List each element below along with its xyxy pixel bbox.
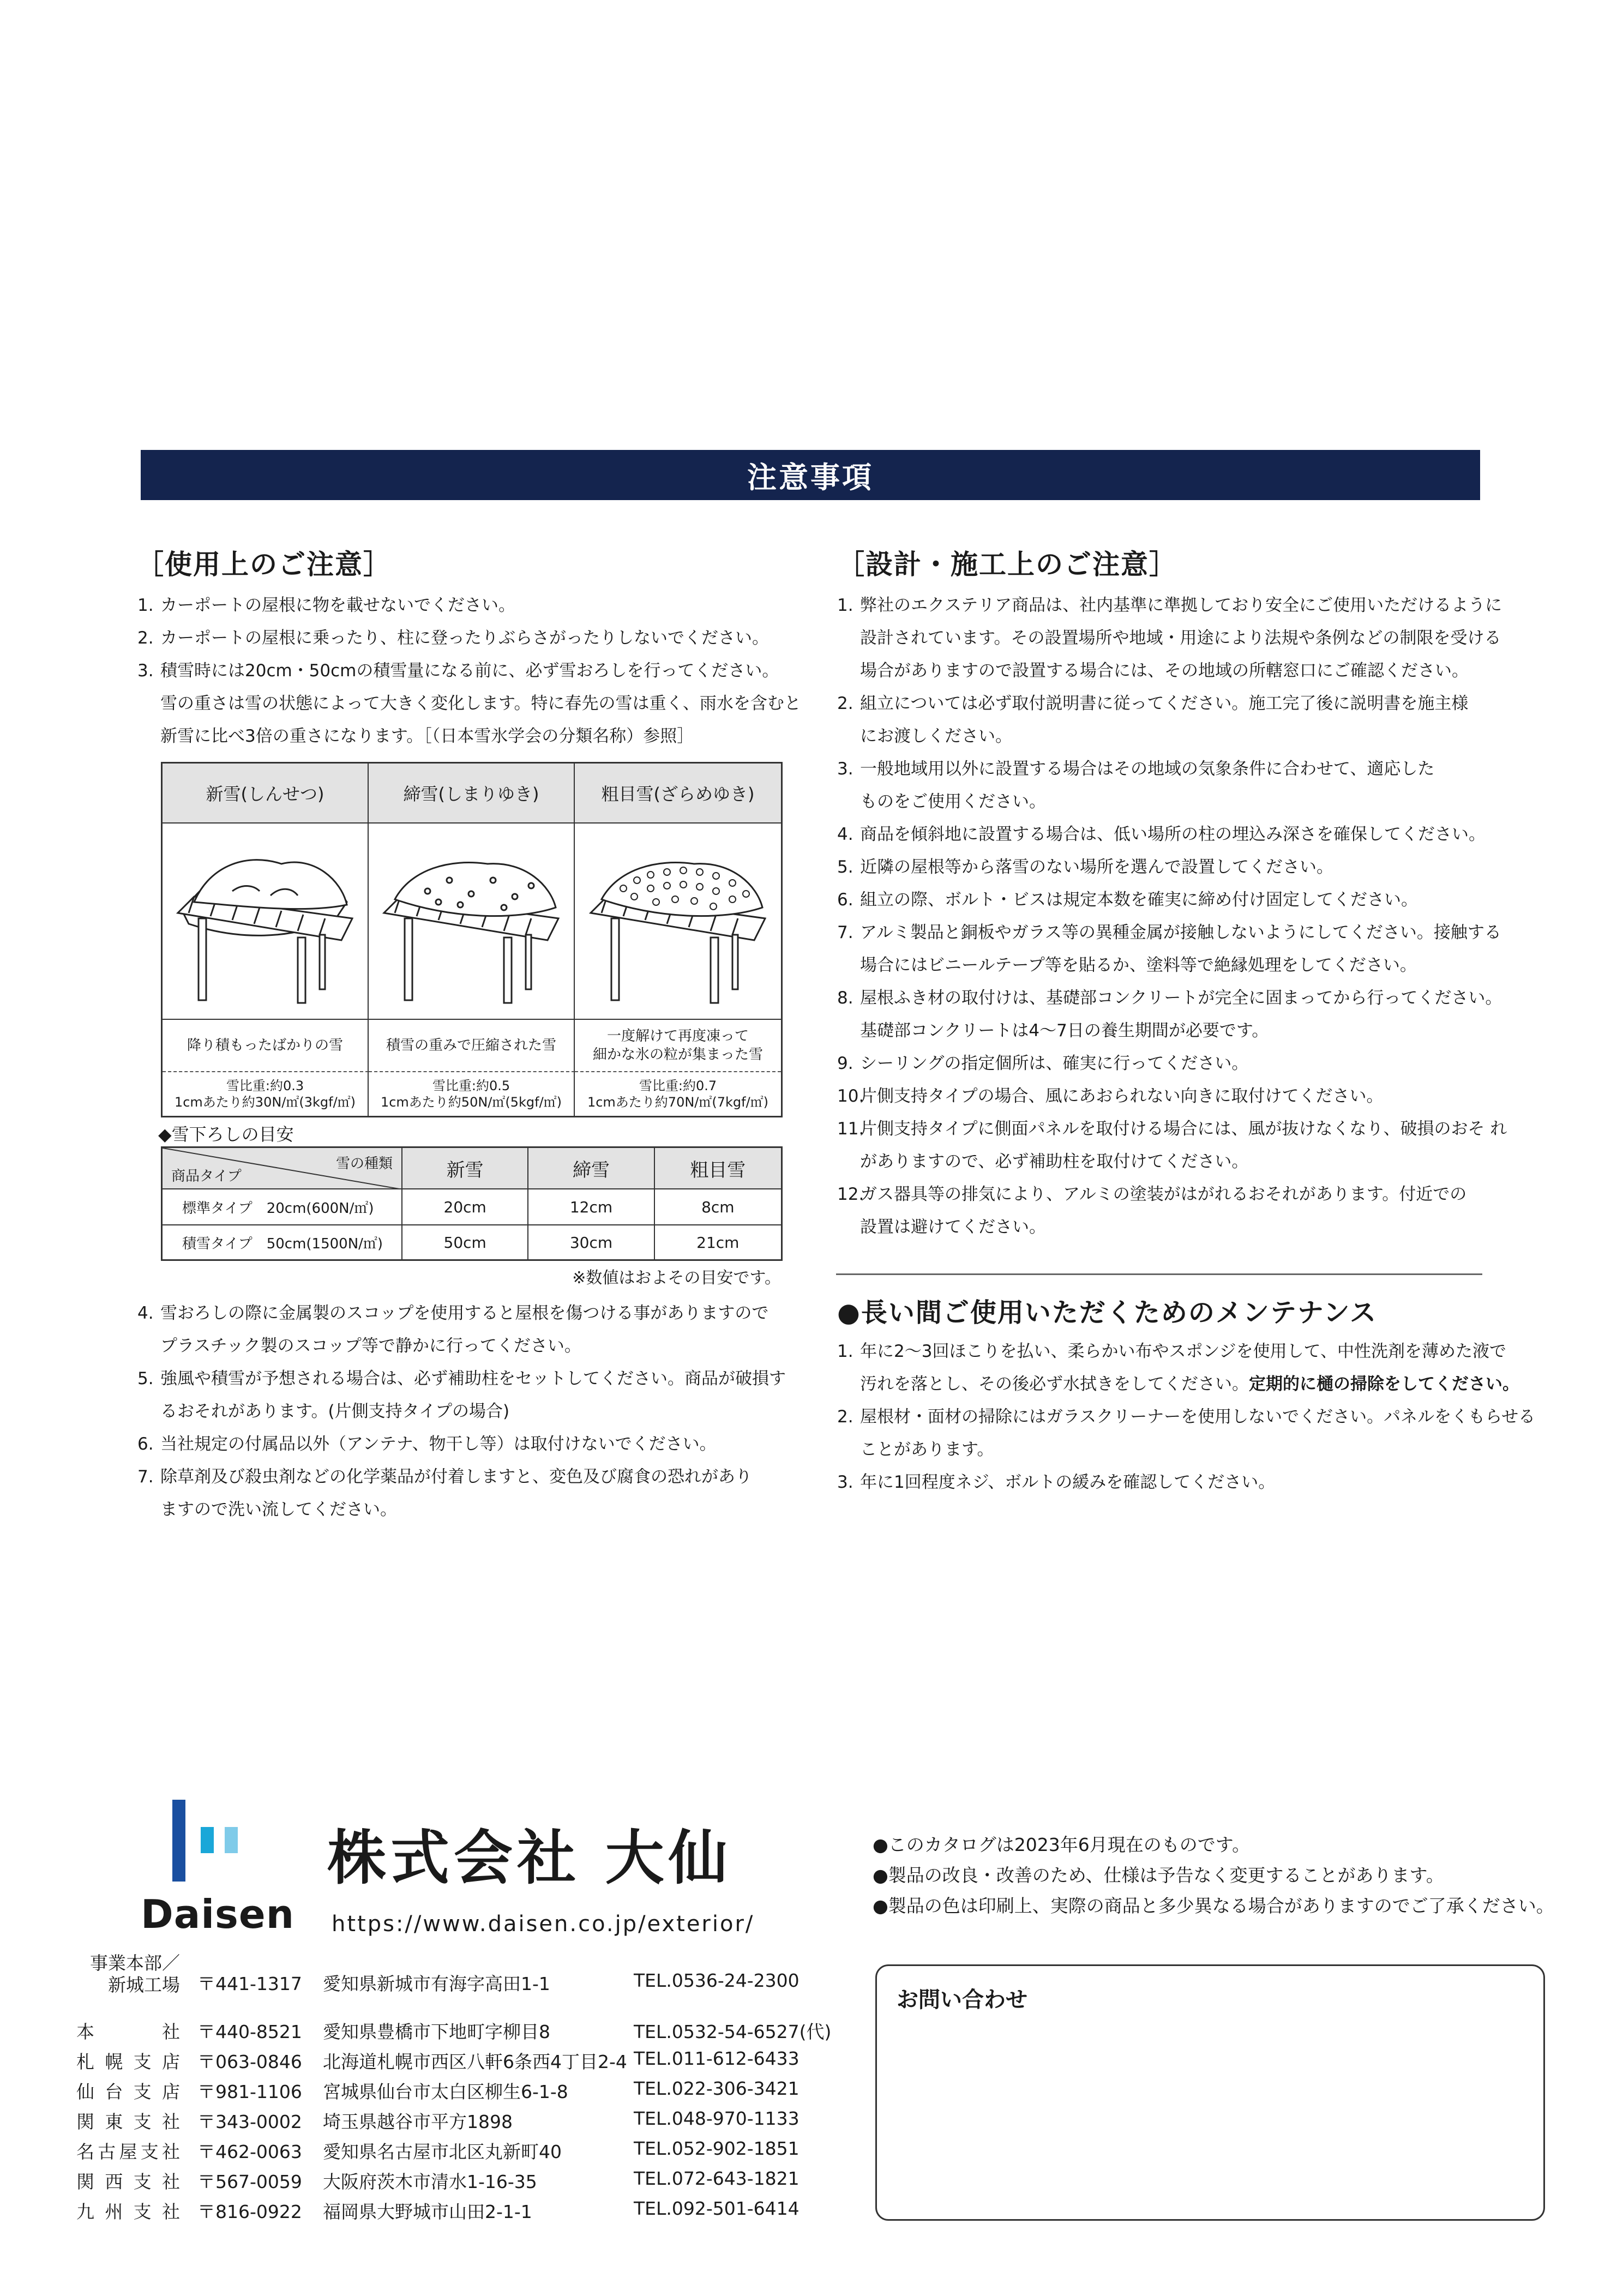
- list-item: 1. 年に2〜3回ほこりを払い、柔らかい布やスポンジを使用して、中性洗剤を薄めた液で 汚れを落とし、その後必ず水拭きをしてください。定期的に樋の掃除をしてください。: [837, 1342, 1519, 1394]
- inquiry-box: [875, 1964, 1545, 2221]
- company-url[interactable]: https://www.daisen.co.jp/exterior/: [332, 1912, 755, 1937]
- snow-removal-guide-table: [161, 1146, 783, 1261]
- list-item: 6. 組立の際、ボルト・ビスは規定本数を確実に締め付け固定してください。: [837, 890, 1418, 910]
- table-header: 粗目雪: [655, 1148, 781, 1189]
- daisen-logo-icon: [141, 1800, 261, 1892]
- list-item: 4. 雪おろしの際に金属製のスコップを使用すると屋根を傷つける事がありますので プラスチック製のスコップ等で静かに行ってください。: [137, 1303, 769, 1356]
- table-row-label: 積雪タイプ 50cm(1500N/㎡): [163, 1225, 402, 1259]
- list-item: 7. 除草剤及び殺虫剤などの化学薬品が付着しますと、変色及び腐食の恐れがあり ますので洗い流してください。: [137, 1467, 752, 1519]
- list-item: 2. 組立については必ず取付説明書に従ってください。施工完了後に説明書を施主様 にお渡しください。: [837, 694, 1469, 746]
- list-item: 3. 年に1回程度ネジ、ボルトの緩みを確認してください。: [837, 1472, 1276, 1492]
- logo-wordmark: Daisen: [141, 1891, 294, 1937]
- section-divider: [836, 1273, 1482, 1275]
- snow-type-description: 一度解けて再度凍って 細かな氷の粒が集まった雪: [575, 1020, 781, 1072]
- table-cell: 30cm: [528, 1225, 654, 1259]
- list-item: 7. アルミ製品と銅板やガラス等の異種金属が接触しないようにしてください。接触する 場合にはビニールテープ等を貼るか、塗料等で絶縁処理をしてください。: [837, 923, 1501, 975]
- snow-weight: 雪比重:約0.3 1cmあたり約30N/㎡(3kgf/㎡): [163, 1072, 369, 1116]
- carport-granular-snow-icon: [575, 824, 781, 1020]
- table-cell: 21cm: [696, 1233, 740, 1252]
- table-cell: 8cm: [655, 1189, 781, 1225]
- list-item: 2. 屋根材・面材の掃除にはガラスクリーナーを使用しないでください。パネルをくもらせる ことがあります。: [837, 1407, 1536, 1459]
- catalog-note: ●製品の改良・改善のため、仕様は予告なく変更することがあります。: [873, 1865, 1444, 1886]
- company-name: 株式会社 大仙: [327, 1824, 732, 1892]
- list-item: 1. 弊社のエクステリア商品は、社内基準に準拠しており安全にご使用いただけるように 設計されています。その設置場所や地域・用途により法規や条例などの制限を受ける 場合がありますので設置する場合には、その地域の所轄窓口にご確認ください。: [837, 596, 1502, 681]
- table-header: 新雪: [402, 1148, 528, 1189]
- snow-type-description: 降り積もったばかりの雪: [163, 1020, 369, 1072]
- list-item: 3. 積雪時には20cm・50cmの積雪量になる前に、必ず雪おろしを行ってください。 雪の重さは雪の状態によって大きく変化します。特に春先の雪は重く、雨水を含むと 新雪に比べ3倍の重さになります。［（日本雪氷学会の分類名称）参照］: [137, 661, 801, 746]
- list-item: 5. 近隣の屋根等から落雪のない場所を選んで設置してください。: [837, 857, 1333, 877]
- table-cell: 20cm: [402, 1189, 528, 1225]
- page-title: 注意事項: [747, 460, 874, 495]
- catalog-note: ●製品の色は印刷上、実際の商品と多少異なる場合がありますのでご了承ください。: [873, 1895, 1554, 1916]
- gutter-cleaning-emphasis: 定期的に樋の掃除をしてください。: [1249, 1374, 1519, 1394]
- list-item: 10. 片側支持タイプの場合、風にあおられない向きに取付けてください。: [837, 1086, 1384, 1106]
- usage-list-bottom: [137, 1297, 786, 1526]
- snow-type-header: 新雪(しんせつ): [163, 764, 369, 824]
- carport-compacted-snow-icon: [369, 824, 575, 1020]
- table-row-label: 標準タイプ 20cm(600N/㎡): [163, 1189, 402, 1225]
- maintenance-heading: ●長い間ご使用いただくためのメンテナンス: [837, 1297, 1378, 1328]
- list-item: 12. ガス器具等の排気により、アルミの塗装がはがれるおそれがあります。付近での 設置は避けてください。: [837, 1185, 1467, 1237]
- snow-type-table: [161, 762, 783, 1117]
- list-item: 5. 強風や積雪が予想される場合は、必ず補助柱をセットしてください。商品が破損す るおそれがあります。(片側支持タイプの場合): [137, 1369, 786, 1421]
- snow-removal-guide-title: ◆雪下ろしの目安: [158, 1124, 294, 1145]
- inquiry-label: お問い合わせ: [897, 1987, 1027, 2012]
- list-item: 2. カーポートの屋根に乗ったり、柱に登ったりぶらさがったりしないでください。: [137, 628, 769, 648]
- snow-weight: 雪比重:約0.5 1cmあたり約50N/㎡(5kgf/㎡): [369, 1072, 575, 1116]
- design-heading: ［設計・施工上のご注意］: [837, 549, 1177, 580]
- design-list: [837, 589, 1507, 1243]
- usage-heading: ［使用上のご注意］: [136, 549, 392, 580]
- snow-weight: 雪比重:約0.7 1cmあたり約70N/㎡(7kgf/㎡): [587, 1078, 769, 1110]
- list-item: 9. シーリングの指定個所は、確実に行ってください。: [837, 1054, 1249, 1073]
- maintenance-list: [837, 1335, 1535, 1499]
- list-item: 3. 一般地域用以外に設置する場合はその地域の気象条件に合わせて、適応した ものをご使用ください。: [837, 759, 1435, 812]
- table-cell: 50cm: [402, 1225, 528, 1259]
- list-item: 8. 屋根ふき材の取付けは、基礎部コンクリートが完全に固まってから行ってください。 基礎部コンクリートは4〜7日の養生期間が必要です。: [837, 988, 1502, 1041]
- list-item: 1. カーポートの屋根に物を載せないでください。: [137, 596, 515, 615]
- usage-list-top: [137, 589, 801, 753]
- snow-type-description: 積雪の重みで圧縮された雪: [369, 1020, 575, 1072]
- snow-type-header: 粗目雪(ざらめゆき): [575, 764, 781, 824]
- table-header: 締雪: [528, 1148, 654, 1189]
- table-corner-cell: 雪の種類 商品タイプ: [163, 1148, 402, 1189]
- table-cell: 12cm: [528, 1189, 654, 1225]
- snow-type-header: 締雪(しまりゆき): [369, 764, 575, 824]
- catalog-note: ●このカタログは2023年6月現在のものです。: [873, 1834, 1251, 1855]
- section-title-bar: [141, 450, 1480, 500]
- carport-fresh-snow-icon: [163, 824, 369, 1020]
- approximate-note: ※数値はおよその目安です。: [572, 1269, 781, 1288]
- list-item: 6. 当社規定の付属品以外（アンテナ、物干し等）は取付けないでください。: [137, 1434, 717, 1454]
- list-item: 11. 片側支持タイプに側面パネルを取付ける場合には、風が抜けなくなり、破損のおそ れ がありますので、必ず補助柱を取付けてください。: [837, 1119, 1507, 1171]
- list-item: 4. 商品を傾斜地に設置する場合は、低い場所の柱の埋込み深さを確保してください。: [837, 825, 1486, 844]
- catalog-notes: [873, 1830, 1554, 1921]
